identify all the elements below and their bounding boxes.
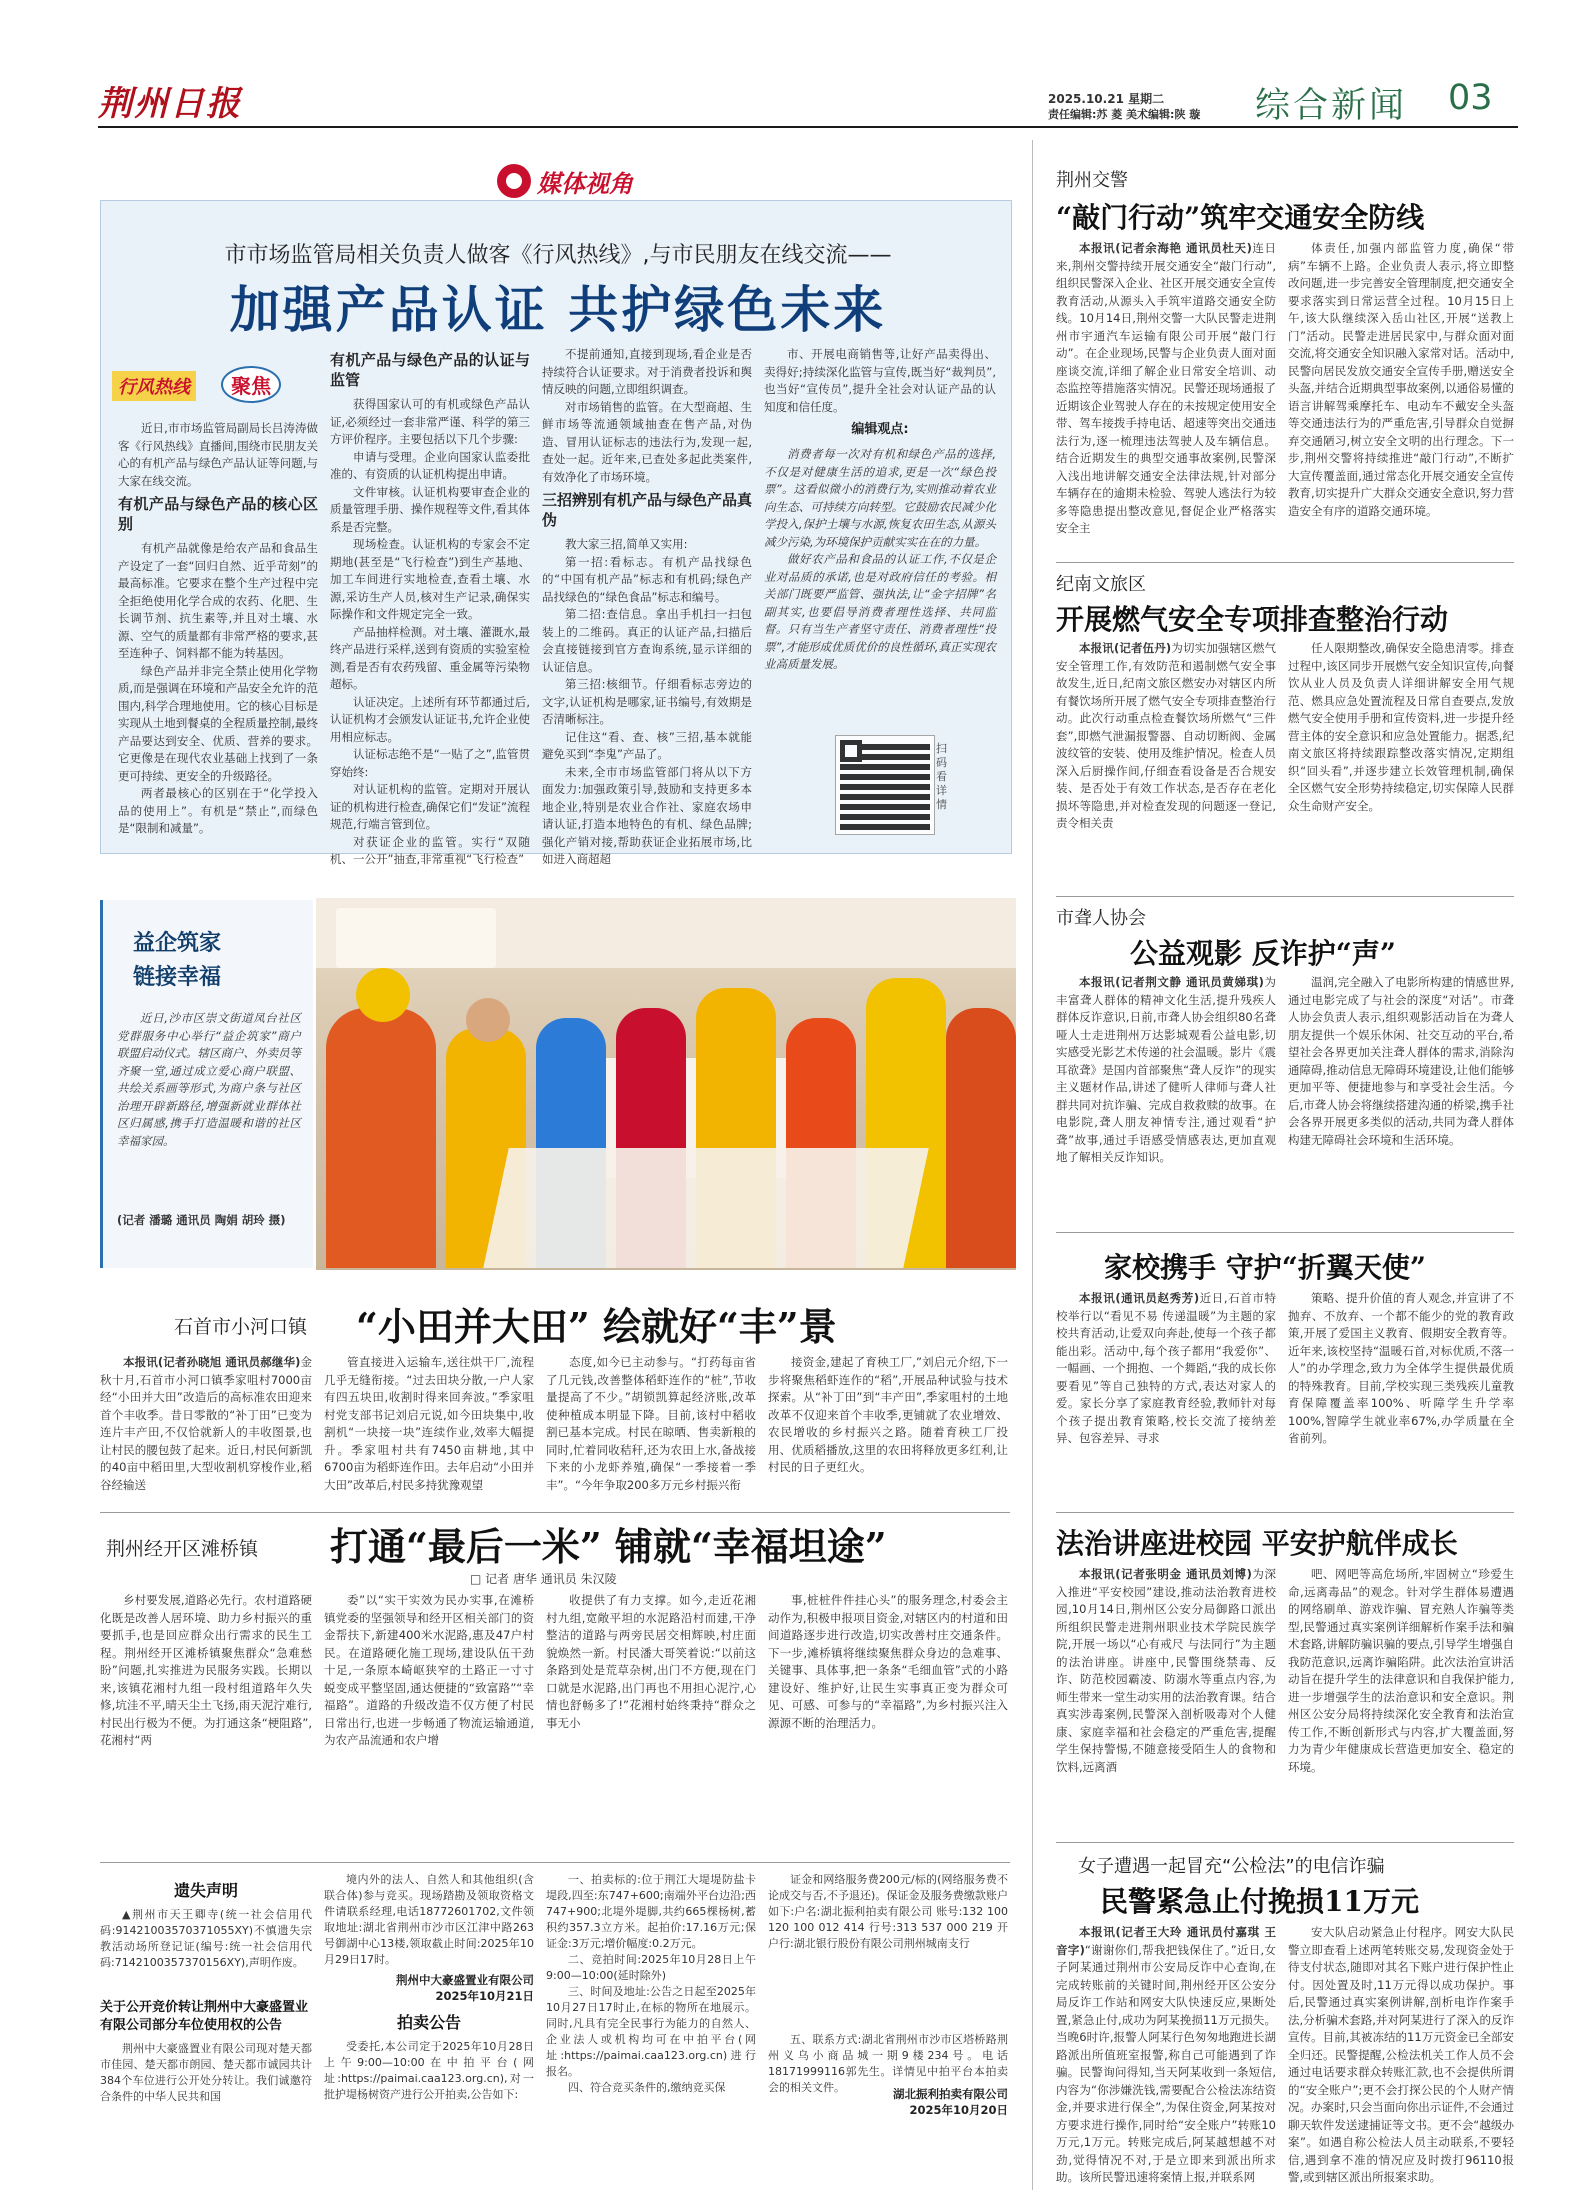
s4-col-1 [1056, 1290, 1276, 1504]
auction-time: 二、竞拍时间:2025年10月28日上午9:00—10:00(延时除外) [546, 1953, 756, 1982]
feature-logos [112, 366, 332, 406]
divider-r3 [1056, 1232, 1514, 1233]
auction-account-body: 证金和网络服务费200元/标的(网络服务费不论成交与否,不予退还)。保证金及服务费缴款账户如下:户名:湖北振利拍卖有限公司 账号:132 100 120 100 012 414 行号:313 537 000 219 开户行:湖北银行股份有限公司荆州城南支行 [768, 1873, 1008, 1950]
tanqiao-col3-text: 收提供了有力支撑。如今,走近花湘村九组,宽敞平坦的水泥路沿村而建,干净整洁的道路与两旁民居交相辉映,村庄面貌焕然一新。村民潘大哥笑着说:“以前这条路到处是荒草杂树,出门不方便,现在门口就是水泥路,出门再也不用担心泥泞,心情也舒畅多了!”花湘村始终秉持“群众之事无小 [546, 1593, 756, 1730]
s3-kicker: 市聋人协会 [1056, 908, 1146, 929]
notice-col-4 [768, 1872, 1008, 2142]
s5-col-1 [1056, 1566, 1276, 1834]
column-separator [1032, 140, 1033, 2190]
s6-col2-text: 安大队启动紧急止付程序。网安大队民警立即查看上述两笔转账交易,发现资金处于待支付状态,随即对其名下账户进行保护性止付。因处置及时,11万元得以成功保护。事后,民警通过真实案例讲解,剖析电诈作案手法,分析骗术套路,并对阿某进行了深入的反诈宣传。目前,其被冻结的11万元资金已全部安全归还。民警提醒,公检法机关工作人员不会通过电话要求群众转账汇款,也不会提供所谓的“安全账户”;更不会打探公民的个人财产情况。办案时,只会当面向你出示证件,不会通过聊天软件发送逮捕证等文书。更不会“越级办案”。如遇自称公检法人员主动联系,不要轻信,遇到拿不准的情况应及时拨打96110报警,或到辖区派出所报案求助。 [1288, 1925, 1514, 2184]
s2-kicker: 纪南文旅区 [1056, 574, 1146, 595]
s5-headline: 法治讲座进校园 平安护航伴成长 [1056, 1527, 1458, 1560]
tanqiao-col-4 [768, 1592, 1008, 1798]
photo-story-caption [117, 1010, 301, 1200]
tanqiao-byline: □ 记者 唐华 通讯员 朱汉陵 [470, 1572, 617, 1586]
tanqiao-col-3 [546, 1592, 756, 1798]
feature-col3-p5: 第二招:查信息。拿出手机扫一扫包装上的二维码。真正的认证产品,扫描后会直接链接到官方查询系统,显示详细的认证信息。 [542, 607, 752, 674]
xiaohe-col1-text: 金秋十月,石首市小河口镇季家咀村7000亩经“小田并大田”改造后的高标准农田迎来首个丰收季。昔日零散的“补丁田”已变为连片丰产田,不仅恰就新人的丰收图景,也让村民的腰包鼓了起来。近日,村民何新凯的40亩中稻田里,大型收割机穿梭作业,稻谷经输送 [100, 1355, 313, 1492]
auction-intro [324, 2039, 534, 2129]
feature-col1-p4: 两者最核心的区别在于“化学投入品的使用上”。有机是“禁止”,而绿色是“限制和减量”。 [118, 786, 318, 835]
tanqiao-col-1 [100, 1592, 312, 1798]
feature-banner [455, 160, 675, 202]
s5-col2-text: 吧、网吧等高危场所,牢固树立“珍爱生命,远离毒品”的观念。针对学生群体易遭遇的网络刷单、游戏诈骗、冒充熟人诈骗等类型,民警通过真实案例详细解析作案手法和骗术套路,讲解防骗识骗的要点,引导学生增强自我防范意识,远离诈骗陷阱。此次法治宣讲活动旨在提升学生的法律意识和自我保护能力,进一步增强学生的法治意识和安全意识。荆州区公安分局将持续深化安全教育和法治宣传工作,不断创新形式与内容,扩大覆盖面,努力为青少年健康成长营造更加安全、稳定的环境。 [1288, 1567, 1514, 1774]
xiaohe-col-1 [100, 1354, 312, 1504]
tanqiao-col-2 [324, 1592, 534, 1798]
s3-headline: 公益观影 反诈护“声” [1130, 937, 1396, 970]
xiaohe-col-4 [768, 1354, 1008, 1504]
xiaohe-lead: 本报讯(记者孙晓旭 通讯员郝继华) [123, 1355, 301, 1369]
feature-col3-p4: 第一招:看标志。有机产品找绿色的“中国有机产品”标志和有机码;绿色产品找绿色的“绿色食品”标志和编号。 [542, 554, 752, 604]
feature-col3-p2: 对市场销售的监管。在大型商超、生鲜市场等流通领域抽查在售产品,对伪造、冒用认证标志的违法行为,发现一起,查处一起。近年来,已查处多起此类案件,有效净化了市场环境。 [542, 399, 752, 484]
parking-notice-sign: 荆州中大豪盛置业有限公司 [396, 1973, 534, 1987]
feature-col3-p3: 教大家三招,简单又实用: [565, 537, 688, 551]
feature-col1-p2: 有机产品就像是给农产品和食品生产设定了一套“回归自然、近乎苛刻”的最高标准。它要求在整个生产过程中完全拒绝使用化学合成的农药、化肥、生长调节剂、抗生素等,并且对土壤、水源、空气的质量都有非常严格的要求,甚至连种子、饲料都不能为转基因。 [118, 541, 318, 660]
xiaohe-col3-text: 态度,如今已主动参与。“打药每亩省了几元钱,改善整体稻虾连作的“桩”,节收量提高了不少。”胡锁凯算起经济账,改革使种植成本明显下降。目前,该村中稻收割已基本完成。村民在晾晒、售卖新粮的同时,忙着同收秸秆,还为农田上水,备战接下来的小龙虾养殖,确保“一季接着一季丰”。“今年争取200多万元乡村振兴衔 [546, 1355, 756, 1492]
s1-col-1 [1056, 240, 1276, 558]
parking-notice-text [100, 2041, 312, 2131]
feature-col-1 [118, 420, 318, 840]
xiaohe-kicker: 石首市小河口镇 [174, 1316, 308, 1338]
auction-date: 2025年10月20日 [909, 2103, 1008, 2117]
feature-col4-p1: 市、开展电商销售等,让好产品卖得出、卖得好;持续深化监管与宣传,既当好“裁判员”,也当好“宣传员”,提升全社会对认证产品的认知度和信任度。 [764, 347, 996, 414]
section-name: 综合新闻 [1255, 86, 1408, 126]
feature-col2-sub1: 有机产品与绿色产品的认证与监管 [330, 351, 530, 389]
feature-col3-p7: 记住这“看、查、核”三招,基本就能避免买到“李鬼”产品了。 [542, 729, 752, 761]
s3-col-1 [1056, 974, 1276, 1224]
s5-col-2 [1288, 1566, 1514, 1834]
auction-deposit: 四、符合竞买条件的,缴纳竞买保 [568, 2081, 726, 2094]
feature-col3-sub1: 三招辨别有机产品与绿色产品真伪 [542, 491, 753, 529]
notice-col-3 [546, 1872, 756, 2138]
masthead-rule [98, 126, 1518, 128]
s3-col1-text: 为丰富聋人群体的精神文化生活,提升残疾人群体反诈意识,日前,市聋人协会组织80名聋哑人士走进荆州万达影城观看公益电影,切实感受光影艺术传递的社会温暖。影片《震耳欲聋》是国内首部聚焦“聋人反诈”的现实主义题材作品,讲述了健听人律师与聋人社群共同对抗诈骗、完成自救救赎的故事。在电影院,聋人朋友神情专注,通过观看“护聋”故事,通过手语感受情感表达,更加直观地了解相关反诈知识。 [1056, 975, 1277, 1164]
s6-col-2 [1288, 1924, 1514, 2192]
feature-col2-p4: 现场检查。认证机构的专家会不定期地(甚至是“飞行检查”)到生产基地、加工车间进行实地检查,查看土壤、水源,采访生产人员,核对生产记录,确保实际操作和文件规定完全一致。 [330, 537, 530, 621]
s2-col2-text: 任人限期整改,确保安全隐患清零。排查过程中,该区同步开展燃气安全知识宣传,向餐饮从业人员及负责人详细讲解安全用气规范、燃具应急处置流程及日常自查要点,发放燃气安全使用手册和宣传资料,进一步提升经营主体的安全意识和应急处置能力。据悉,纪南文旅区将持续跟踪整改落实情况,定期组织“回头看”,并逐步建立长效管理机制,确保全区燃气安全形势持续稳定,切实保障人民群众生命财产安全。 [1288, 641, 1514, 813]
feature-col2-p8: 对认证机构的监管。定期对开展认证的机构进行检查,确保它们“发证”流程规范,行端言管到位。 [330, 782, 530, 831]
xingfeng-hotline-logo: 行风热线 [112, 371, 196, 401]
s2-col1-text: 为切实加强辖区燃气安全管理工作,有效防范和遏制燃气安全事故发生,近日,纪南文旅区燃安办对辖区内所有餐饮场所开展了燃气安全专项排查整治行动。此次行动重点检查餐饮场所燃气“三件套”,即燃气泄漏报警器、自动切断阀、金属波纹管的安装、使用及维护情况。检查人员深入后厨操作间,仔细查看设备是否合规安装、是否处于有效工作状态,是否存在老化损坏等隐患,并对检查发现的问题逐一登记,责令相关责 [1056, 641, 1277, 830]
s4-col2-text: 策略、提升价值的育人观念,并宣讲了不抛弃、不放弃、一个都不能少的党的教育政策,开展了爱国主义教育、假期安全教育等。近年来,该校坚持“温暖石首,对标优质,不落一人”的办学理念,致力为全体学生提供最优质的特殊教育。目前,学校实现三类残疾儿童教育保障覆盖率100%、听障学生升学率100%,智障学生就业率67%,办学质量在全省前列。 [1288, 1291, 1514, 1445]
s2-lead: 本报讯(记者伍丹) [1079, 641, 1172, 655]
s6-kicker: 女子遭遇一起冒充“公检法”的电信诈骗 [1078, 1856, 1385, 1877]
s1-kicker: 荆州交警 [1056, 170, 1128, 191]
s2-col-2 [1288, 640, 1514, 890]
parking-notice-date: 2025年10月21日 [435, 1989, 534, 2003]
page-number: 03 [1448, 78, 1493, 118]
parking-notice-body: 荆州中大豪盛置业有限公司现对楚天都市佳园、楚天都市朗园、楚天都市诚园共计384个车位进行公开处分转让。我们诚邀符合条件的中华人民共和国 [100, 2042, 312, 2103]
xiaohe-col2-text: 管直接进入运输车,送往烘干厂,流程几乎无缝衔接。“过去田块分散,一户人家有四五块田,收割时得来回奔波。”季家咀村党支部书记刘启元说,如今田块集中,收割机“一块接一块”连续作业,效率大幅提升。季家咀村共有7450亩耕地,其中6700亩为稻虾连作田。去年启动“小田并大田”改革后,村民多持犹豫观望 [324, 1355, 534, 1492]
qr-caption: 扫码看详情 [936, 742, 947, 811]
parking-notice-cont [324, 1872, 534, 1972]
s3-col-2 [1288, 974, 1514, 1224]
tanqiao-headline: 打通“最后一米” 铺就“幸福坦途” [330, 1524, 887, 1569]
auction-intro-body: 受委托,本公司定于2025年10月28日上午9:00—10:00在中拍平台(网址:https://paimai.caa123.org.cn),对一批护堤杨树资产进行公开拍卖,公告如下: [324, 2040, 534, 2101]
xiaohe-col-3 [546, 1354, 756, 1504]
photo-story-caption-text: 近日,沙市区崇文街道凤台社区党群服务中心举行“益企筑家”商户联盟启动仪式。辖区商户、外卖员等齐聚一堂,通过成立爱心商户联盟、共绘关系画等形式,为商户条与社区治理开辟新路径,增强新就业群体社区归属感,携手打造温暖和谐的社区幸福家园。 [117, 1011, 301, 1148]
auction-title: 拍卖公告 [396, 2013, 461, 2032]
focus-logo: 聚焦 [221, 366, 281, 403]
feature-col2-p3: 文件审核。认证机构要审查企业的质量管理手册、操作规程等文件,看其体系是否完整。 [330, 484, 530, 534]
feature-col2-p1: 获得国家认可的有机或绿色产品认证,必须经过一套非常严谨、科学的第三方评价程序。主要包括以下几个步骤: [330, 397, 530, 446]
photo-story-title-1: 益企筑家 [133, 930, 222, 956]
feature-col-2 [330, 346, 530, 866]
tanqiao-kicker: 荆州经开区滩桥镇 [106, 1538, 259, 1560]
s3-lead: 本报讯(记者荆文静 通讯员黄娣琪) [1079, 975, 1264, 989]
s2-headline: 开展燃气安全专项排查整治行动 [1056, 603, 1449, 636]
tanqiao-col2-text: 委”以“实干实效为民办实事,在滩桥镇党委的坚强领导和经开区相关部门的资金帮扶下,新建400米水泥路,惠及47户村民。在道路硬化施工现场,建设队伍干劲十足,一条原本崎岖狭窄的土路正一寸寸蜕变成平整坚固,通达便捷的“致富路”“幸福路”。道路的升级改造不仅方便了村民日常出行,也进一步畅通了物流运输通道,为农产品流通和农户增 [324, 1593, 534, 1747]
s4-col-2 [1288, 1290, 1514, 1504]
s1-headline: “敲门行动”筑牢交通安全防线 [1056, 201, 1425, 234]
xiaohe-headline: “小田并大田” 绘就好“丰”景 [356, 1304, 837, 1349]
auction-account [768, 1872, 1008, 2032]
editorial-title: 编辑观点: [851, 422, 909, 437]
notice-col-2 [324, 1872, 534, 2142]
s1-col-2 [1288, 240, 1514, 558]
s3-col2-text: 温润,完全融入了电影所构建的情感世界,通过电影完成了与社会的深度“对话”。市聋人协会负责人表示,组织观影活动旨在为聋人朋友提供一个娱乐休闲、社交互动的平台,希望社会各界更加关注聋人群体的需求,消除沟通障碍,推动信息无障碍环境建设,让他们能够更加平等、便捷地参与和享受社会生活。今后,市聋人协会将继续搭建沟通的桥梁,携手社会各界开展更多类似的活动,共同为聋人群体构建无障碍社会环境和生活环境。 [1288, 975, 1514, 1147]
feature-kicker: 市市场监管局相关负责人做客《行风热线》,与市民朋友在线交流—— [224, 243, 892, 268]
feature-col2-p7: 认证标志绝不是“一贴了之”,监管贯穿始终: [330, 747, 530, 779]
s6-headline: 民警紧急止付挽损11万元 [1100, 1885, 1419, 1918]
feature-col2-p9: 对获证企业的监管。实行“双随机、一公开”抽查,非常重视“飞行检查” [330, 834, 530, 866]
feature-col1-p1: 近日,市市场监管局副局长吕涛涛做客《行风热线》直播间,围绕市民朋友关心的有机产品与绿色产品认证等问题,与大家在线交流。 [118, 421, 318, 488]
qr-finder-icon [840, 740, 862, 762]
photo-volunteers-meeting [316, 898, 1016, 1270]
notice-col-1 [100, 1872, 312, 2142]
masthead-logo: 荆州日报 [98, 84, 242, 124]
photo-story-credit: (记者 潘璐 通讯员 陶娟 胡玲 摄) [117, 1213, 286, 1227]
editorial-body-2: 做好农产品和食品的认证工作,不仅是企业对品质的承诺,也是对政府信任的考验。相关部门既要严监管、强执法,让“金字招牌”名副其实,也要倡导消费者理性选择、共同监督。只有当生产者坚守责任、消费者理性“投票”,才能形成优质优价的良性循环,真正实现农业高质量发展。 [764, 552, 996, 671]
divider-r1 [1056, 562, 1514, 563]
feature-col-3 [542, 346, 753, 866]
lost-statement-text [100, 1907, 312, 1993]
xiaohe-col-2 [324, 1354, 534, 1504]
tanqiao-col1-text: 乡村要发展,道路必先行。农村道路硬化既是改善人居环境、助力乡村振兴的重要抓手,也是回应群众出行需求的民生工程。荆州经开区滩桥镇聚焦群众“急难愁盼”问题,扎实推进为民服务实践。长期以来,该镇花湘村九组一段村组道路年久失修,坑洼不平,晴天尘土飞扬,雨天泥泞难行,村民出行极为不便。为打通这条“梗阻路”,花湘村“两 [100, 1593, 312, 1747]
feature-col-4 [764, 346, 996, 722]
lost-statement-title: 遗失声明 [173, 1881, 238, 1900]
feature-col3-p8: 未来,全市市场监管部门将从以下方面发力:加强政策引导,鼓励和支持更多本地企业,特别是农业合作社、家庭农场申请认证,打造本地特色的有机、绿色品牌;强化产销对接,帮助获证企业拓展市场,比如进入商超超 [542, 764, 752, 866]
s4-lead: 本报讯(通讯员赵秀芳) [1079, 1291, 1200, 1305]
s5-col1-text: 为深入推进“平安校园”建设,推动法治教育进校园,10月14日,荆州区公安分局御路口派出所组织民警走进荆州职业技术学院民族学院,开展一场以“心有戒尺 与法同行”为主题的法治讲座。讲座中,民警围绕禁毒、反诈、防范校园霸凌、防溺水等重点内容,为师生带来一堂生动实用的法治教育课。结合真实涉毒案例,民警深入剖析吸毒对个人健康、家庭幸福和社会稳定的严重危害,提醒学生保持警惕,不随意接受陌生人的食物和饮料,远离酒 [1056, 1567, 1277, 1774]
feature-col2-p6: 认证决定。上述所有环节都通过后,认证机构才会颁发认证证书,允许企业使用相应标志。 [330, 694, 530, 744]
s5-lead: 本报讯(记者张明金 通讯员刘博) [1079, 1567, 1252, 1581]
divider-r2 [1056, 896, 1514, 897]
divider-1 [100, 1512, 1010, 1513]
feature-col2-p5: 产品抽样检测。对土壤、灌溉水,最终产品进行采样,送到有资质的实验室检测,看是否有农药残留、重金属等污染物超标。 [330, 624, 530, 691]
qr-code[interactable] [836, 736, 934, 834]
s6-col-1 [1056, 1924, 1276, 2192]
auction-item: 一、拍卖标的:位于荆江大堤堤防盐卡堤段,四至:东747+600;南端外平台边沿;西747+900;北堤外堤脚,共约665棵杨树,蓄积约357.3立方米。起拍价:17.16万元;保证金:3万元;增价幅度:0.2万元。 [546, 1873, 756, 1950]
s6-lead: 本报讯(记者王大玲 通讯员付嘉琪 王音字) [1056, 1925, 1276, 1957]
s4-col1-text: 近日,石首市特校举行以“看见不易 传递温暖”为主题的家校共育活动,让爱双向奔赴,使每一个孩子都能出彩。活动中,每个孩子都用“我爱你”、一幅画、一个拥抱、一个舞蹈,“我的成长你要看见”等自己独特的方式,表达对家人的爱。家长分享了家庭教育经验,教师针对每个孩子提出教育策略,校长交流了接纳差异、包容差异、寻求 [1056, 1291, 1277, 1445]
photo-caption-box [100, 900, 313, 1268]
feature-col1-p3: 绿色产品并非完全禁止使用化学物质,而是强调在环境和产品安全允许的范围内,科学合理地使用。它的核心目标是实现从土地到餐桌的全程质量控制,最终产品要达到安全、优质、营养的要求。它更像是在现代农业基础上找到了一条更可持续、更安全的升级路径。 [118, 663, 318, 783]
xiaohe-col4-text: 接资金,建起了育秧工厂,”刘启元介绍,下一步将聚焦稻虾连作的“稻”,开展品种试验与技术探索。从“补丁田”到“丰产田”,季家咀村的土地改革不仅迎来首个丰收季,更铺就了农业增效、农民增收的乡村振兴之路。随着育秧工厂投用、优质稻播放,这里的农田将释放更多红利,让村民的日子更红火。 [768, 1355, 1008, 1474]
s6-col1-text: “谢谢你们,帮我把钱保住了。”近日,女子阿某通过荆州市公安局反诈中心查询,在完成转账前的关键时间,荆州经开区公安分局反诈工作站和网安大队快速反应,果断处置,紧急止付,成功为阿某挽损11万元损失。当晚6时许,报警人阿某行色匆匆地跑进长湖路派出所值班室报警,称自己可能遇到了诈骗。民警询问得知,当天阿某收到一条短信,内容为“你涉嫌洗钱,需要配合公检法冻结资金,并要求进行保全”,为保住资金,阿某按对方要求进行操作,同时给“安全账户”转账10万元,1万元。转账完成后,阿某越想越不对劲,觉得情况不对,于是立即来到派出所求助。该所民警迅速将案情上报,并联系网 [1056, 1942, 1276, 2184]
divider-2 [100, 1862, 1010, 1863]
s1-lead: 本报讯(记者余海艳 通讯员杜天) [1079, 241, 1252, 255]
feature-col1-sub1: 有机产品与绿色产品的核心区别 [118, 495, 318, 533]
auction-contact-body: 五、联系方式:湖北省荆州市沙市区塔桥路荆州义乌小商品城一期9楼234号。电话18171999116郭先生。详情见中拍平台本拍卖会的相关文件。 [768, 2033, 1008, 2094]
lost-statement-body: ▲荆州市天王卿寺(统一社会信用代码:91421003570371055XY)不慎遗失宗教活动场所登记证(编号:统一社会信用代码:7142100357370156XY),声明作废。 [100, 1908, 312, 1969]
s1-col2-text: 体责任,加强内部监管力度,确保“带病”车辆不上路。企业负责人表示,将立即整改问题,进一步完善安全管理制度,把交通安全要求落实到日常运营全过程。10月15日上午,该大队继续深入岳山社区,开展“送教上门”活动。民警走进居民家中,与群众面对面交流,将交通安全知识融入家常对话。活动中,民警向居民发放交通安全宣传手册,赠送安全头盔,并结合近期典型事故案例,以通俗易懂的语言讲解驾乘摩托车、电动车不戴安全头盔等交通违法行为的严重危害,引导群众自觉摒弃交通陋习,树立安全文明的出行理念。下一步,荆州交警将持续推进“敲门行动”,不断扩大宣传覆盖面,通过常态化开展交通安全宣传教育,切实提升广大群众交通安全意识,努力营造安全有序的道路交通环境。 [1288, 241, 1514, 518]
feature-headline: 加强产品认证 共护绿色未来 [229, 280, 887, 339]
parking-notice-title: 关于公开竞价转让荆州中大豪盛置业有限公司部分车位使用权的公告 [100, 2000, 309, 2033]
parking-notice-cont-body: 境内外的法人、自然人和其他组织(含联合体)参与竞买。现场踏勘及领取资格文件请联系经理,电话18772601702,文件领取地址:湖北省荆州市沙市区江津中路263号御湖中心13楼,领取截止时间:2025年10月29日17时。 [324, 1873, 534, 1966]
feature-banner-text: 媒体视角 [537, 168, 633, 198]
camera-icon [497, 164, 531, 198]
feature-col2-p2: 申请与受理。企业向国家认监委批准的、有资质的认证机构提出申请。 [330, 449, 530, 481]
auction-sign: 湖北振利拍卖有限公司 [893, 2087, 1008, 2101]
feature-col3-p1: 不提前通知,直接到现场,看企业是否持续符合认证要求。对于消费者投诉和舆情反映的问题,立即组织调查。 [542, 347, 752, 396]
divider-r5 [1056, 1842, 1514, 1843]
editorial-body: 消费者每一次对有机和绿色产品的选择,不仅是对健康生活的追求,更是一次“绿色投票”。这看似微小的消费行为,实则推动着农业向生态、可持续方向转型。它鼓励农民减少化学投入,保护土壤与水源,恢复农田生态,从源头减少污染,为环境保护贡献实实在在的力量。 [764, 447, 996, 549]
feature-col3-p6: 第三招:核细节。仔细看标志旁边的文字,认证机构是哪家,证书编号,有效期是否清晰标注。 [542, 677, 752, 726]
photo-story-title-2: 链接幸福 [133, 964, 222, 990]
s1-col1-text: 连日来,荆州交警持续开展交通安全“敲门行动”,组织民警深入企业、社区开展交通安全宣传教育活动,从源头入手筑牢道路交通安全防线。10月14日,荆州交警一大队民警走进荆州市宇通汽车运输有限公司开展“敲门行动”。在企业现场,民警与企业负责人面对面座谈交流,详细了解企业日常安全培训、动态监控等措施落实情况。民警还现场通报了近期该企业驾驶人存在的未按规定使用安全带、驾车接拨手持电话、超速等突出交通违法行为,逐一梳理违法驾驶人及车辆信息。结合近期发生的典型交通事故案例,民警深入浅出地讲解交通安全法律法规,针对部分车辆存在的逾期未检验、驾驶人逃法行为较多等隐患提出整改意见,督促企业严格落实安全主 [1056, 241, 1277, 535]
s2-col-1 [1056, 640, 1276, 890]
masthead-editors: 责任编辑:苏 菱 美术编辑:陕 璇 [1048, 108, 1201, 121]
divider-r4 [1056, 1512, 1514, 1513]
tanqiao-col4-text: 事,桩桩件件挂心头”的服务理念,村委会主动作为,积极申报项目资金,对辖区内的村道和田间道路逐步进行改造,切实改善村庄交通条件。下一步,滩桥镇将继续聚焦群众身边的急难事、关键事、具体事,把一条条“毛细血管”式的小路建设好、维护好,让民生实事真正变为群众可见、可感、可参与的“幸福路”,为乡村振兴注入源源不断的治理活力。 [768, 1593, 1008, 1730]
auction-registration: 三、时间及地址:公告之日起至2025年10月27日17时止,在标的物所在地展示。同时,凡具有完全民事行为能力的自然人、企业法人或机构均可在中拍平台(网址:https://paimai.caa123.org.cn)进行报名。 [546, 1985, 756, 2078]
masthead-date: 2025.10.21 星期二 [1048, 92, 1165, 106]
s4-headline: 家校携手 守护“折翼天使” [1104, 1251, 1426, 1284]
